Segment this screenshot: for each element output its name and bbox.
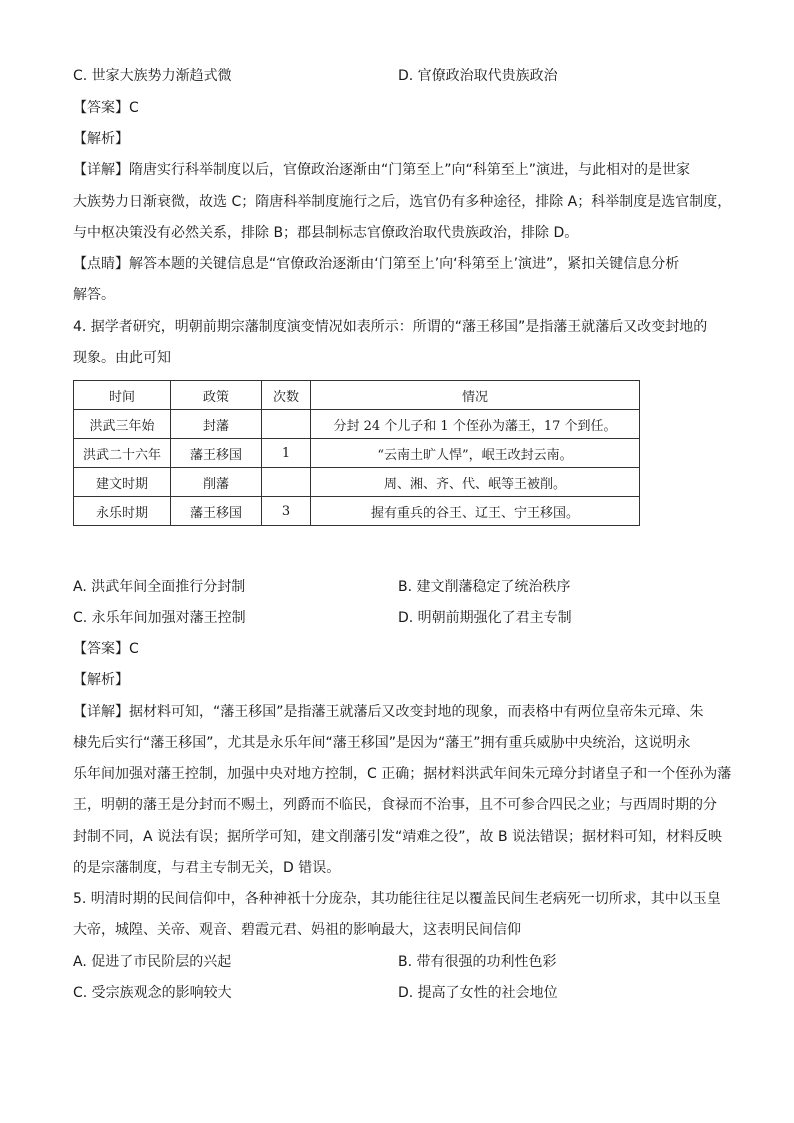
q4-stem-line: 4. 据学者研究，明朝前期宗藩制度演变情况如表所示：所谓的“藩王移国”是指藩王就藩后又改变封地的 [73,319,708,335]
table-row [74,410,640,439]
q4-answer: 【答案】C [73,641,139,657]
q3-option-c: C. 世家大族势力渐趋式微 [73,68,232,84]
table-row [74,497,640,526]
q3-tip-line: 解答。 [73,287,115,303]
table-cell [262,410,311,439]
q4-option-d: D. 明朝前期强化了君主专制 [398,610,572,626]
q5-option-a: A. 促进了市民阶层的兴起 [73,954,232,970]
q4-option-a: A. 洪武年间全面推行分封制 [73,579,246,595]
table-cell: 洪武二十六年 [74,439,171,468]
q3-tip-line: 【点睛】解答本题的关键信息是“官僚政治逐渐由‘门第至上’向‘科第至上’演进”，紧扣关键信息分析 [73,256,680,272]
q4-detail-line: 封制不同，A 说法有误；据所学可知，建文削藩引发“靖难之役”，故 B 说法错误；据材料可知，材料反映 [73,829,723,845]
q3-analysis-label: 【解析】 [73,131,129,147]
table-cell: 1 [262,439,311,468]
table-cell: 藩王移国 [171,497,262,526]
q5-option-b: B. 带有很强的功利性色彩 [398,954,557,970]
table-cell: 分封 24 个儿子和 1 个侄孙为藩王，17 个到任。 [311,410,640,439]
table-header-cell: 政策 [171,381,262,410]
q3-detail-line: 【详解】隋唐实行科举制度以后，官僚政治逐渐由“门第至上”向“科第至上”演进，与此相对的是世家 [73,162,691,178]
q4-analysis-label: 【解析】 [73,672,129,688]
q3-option-d: D. 官僚政治取代贵族政治 [398,68,558,84]
q4-table [73,380,640,526]
table-header-row [74,381,640,410]
table-cell: 藩王移国 [171,439,262,468]
q4-detail-line: 【详解】据材料可知，“藩王移国”是指藩王就藩后又改变封地的现象，而表格中有两位皇帝朱元璋、朱 [73,704,704,720]
q4-detail-line: 王，明朝的藩王是分封而不赐土，列爵而不临民，食禄而不治事，且不可参合四民之业；与西周时期的分 [73,797,717,813]
table-cell: 握有重兵的谷王、辽王、宁王移国。 [311,497,640,526]
q4-detail-line: 的是宗藩制度，与君主专制无关，D 错误。 [73,860,341,876]
table-cell: 3 [262,497,311,526]
table-cell: 永乐时期 [74,497,171,526]
q3-detail-line: 大族势力日渐衰微，故选 C；隋唐科举制度施行之后，选官仍有多种途径，排除 A；科举制度是选官制度， [73,194,732,210]
q3-detail-line: 与中枢决策没有必然关系，排除 B；郡县制标志官僚政治取代贵族政治，排除 D。 [73,225,579,241]
table-header-cell: 次数 [262,381,311,410]
table-cell: 建文时期 [74,468,171,497]
table-cell: 洪武三年始 [74,410,171,439]
table-header-cell: 时间 [74,381,171,410]
q4-option-b: B. 建文削藩稳定了统治秩序 [398,579,571,595]
q5-stem-line: 大帝，城隍、关帝、观音、碧霞元君、妈祖的影响最大，这表明民间信仰 [73,922,521,938]
q5-option-d: D. 提高了女性的社会地位 [398,985,558,1001]
q4-stem-line: 现象。由此可知 [73,350,171,366]
q3-answer: 【答案】C [73,100,139,116]
q4-detail-line: 乐年间加强对藩王控制，加强中央对地方控制，C 正确；据材料洪武年间朱元璋分封诸皇子和一个侄孙为藩 [73,766,732,782]
table-cell: 周、湘、齐、代、岷等王被削。 [311,468,640,497]
q5-option-c: C. 受宗族观念的影响较大 [73,985,232,1001]
table-cell: “云南土旷人悍”，岷王改封云南。 [311,439,640,468]
table-cell: 削藩 [171,468,262,497]
table-header-cell: 情况 [311,381,640,410]
table-row [74,468,640,497]
table-cell: 封藩 [171,410,262,439]
q4-detail-line: 棣先后实行“藩王移国”，尤其是永乐年间“藩王移国”是因为“藩王”拥有重兵威胁中央统治，这说明永 [73,735,691,751]
q5-stem-line: 5. 明清时期的民间信仰中，各种神祇十分庞杂，其功能往往足以覆盖民间生老病死一切所求，其中以玉皇 [73,891,721,907]
q4-option-c: C. 永乐年间加强对藩王控制 [73,610,246,626]
table-row [74,439,640,468]
table-cell [262,468,311,497]
